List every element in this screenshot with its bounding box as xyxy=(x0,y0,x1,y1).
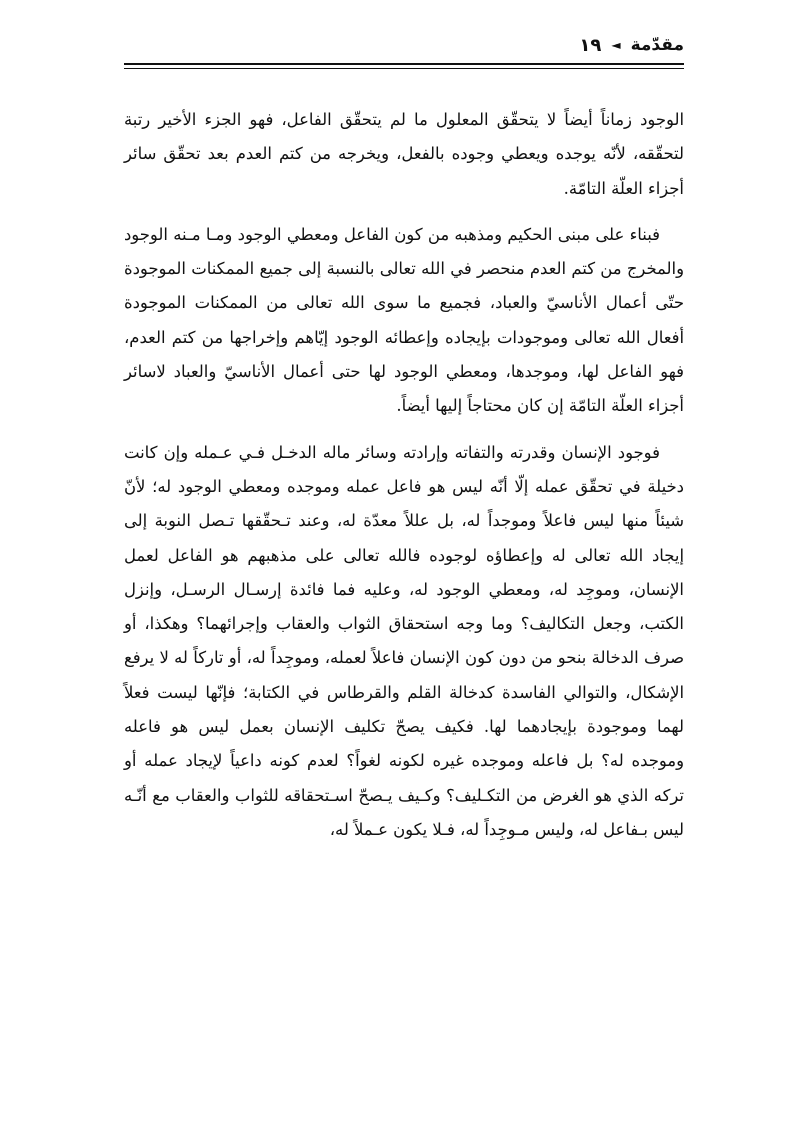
section-title: مقدّمة xyxy=(630,35,684,55)
paragraph-1: الوجود زماناً أيضاً لا يتحقّق المعلول ما لم يتحقّق الفاعل، فهو الجزء الأخير رتبة لتحقّقه، لأنّه يوجده ويعطي وجوده بالفعل، ويخرجه من كتم العدم بعد تحقّق سائر أجزاء العلّة التامّة. xyxy=(124,110,684,198)
body-text xyxy=(124,103,684,859)
running-head xyxy=(124,30,684,60)
paragraph-2: فبناء على مبنى الحكيم ومذهبه من كون الفاعل ومعطي الوجود ومـا مـنه الوجود والمخرج من كتم العدم منحصر في الله تعالى بالنسبة إلى جميع الممكنات الموجودة حتّى أعمال الأناسيّ والعباد، فجميع ما سوى الله تعالى من الممكنات الموجودة أفعال الله تعالى وموجودات بإيجاده وإعطائه الوجود إيّاهم وإخراجها من كتم العدم، فهو الفاعل لها، وموجدها، ومعطي الوجود لها حتى أعمال الأناسيّ والعباد لاسائر أجزاء العلّة التامّة إن كان محتاجاً إليها أيضاً. xyxy=(124,224,684,416)
page-number: ١٩ xyxy=(579,34,602,56)
header-rule-thin xyxy=(124,68,684,69)
left-arrow-icon: ◄ xyxy=(611,38,621,52)
paragraph-3: فوجود الإنسان وقدرته والتفاته وإرادته وسائر ماله الدخـل فـي عـمله وإن كانت دخيلة في تحقّق عمله إلّا أنّه ليس هو فاعل عمله وموجده ومعطي الوجود له؛ لأنّ شيئاً منها ليس فاعلاً وموجداً له، بل عللاً معدّة له، وعند تـحقّقها تـصل النوبة إلى إيجاد الله تعالى له وإعطاؤه لوجوده فالله تعالى على مذهبهم هو الفاعل لعمل الإنسان، وموجِد له، ومعطي الوجود له، وعليه فما فائدة إرسـال الرسـل، وإنزل الكتب، وجعل التكاليف؟ وما وجه استحقاق الثواب والعقاب وإجرائهما؟ وهكذا، أو صرف الدخالة بنحو من دون كون الإنسان فاعلاً لعمله، وموجِداً له، أو تاركاً له لا يرفع الإشكال، والتوالي الفاسدة كدخالة القلم والقرطاس في الكتابة؛ فإنّها ليست فعلاً لهما وموجودة بإيجادهما لها. فكيف يصحّ تكليف الإنسان بعمل ليس هو فاعله وموجده له؟ بل فاعله وموجده غيره لكونه لغواً؟ لعدم كونه داعياً لإيجاد عمله أو تركه الذي هو الغرض من التكـليف؟ وكـيف يـصحّ اسـتحقاقه للثواب والعقاب مع أنّـه ليس بـفاعل له، وليس مـوجِداً له، فـلا يكون عـملاً له، xyxy=(124,442,684,839)
header-rule-thick xyxy=(124,63,684,65)
